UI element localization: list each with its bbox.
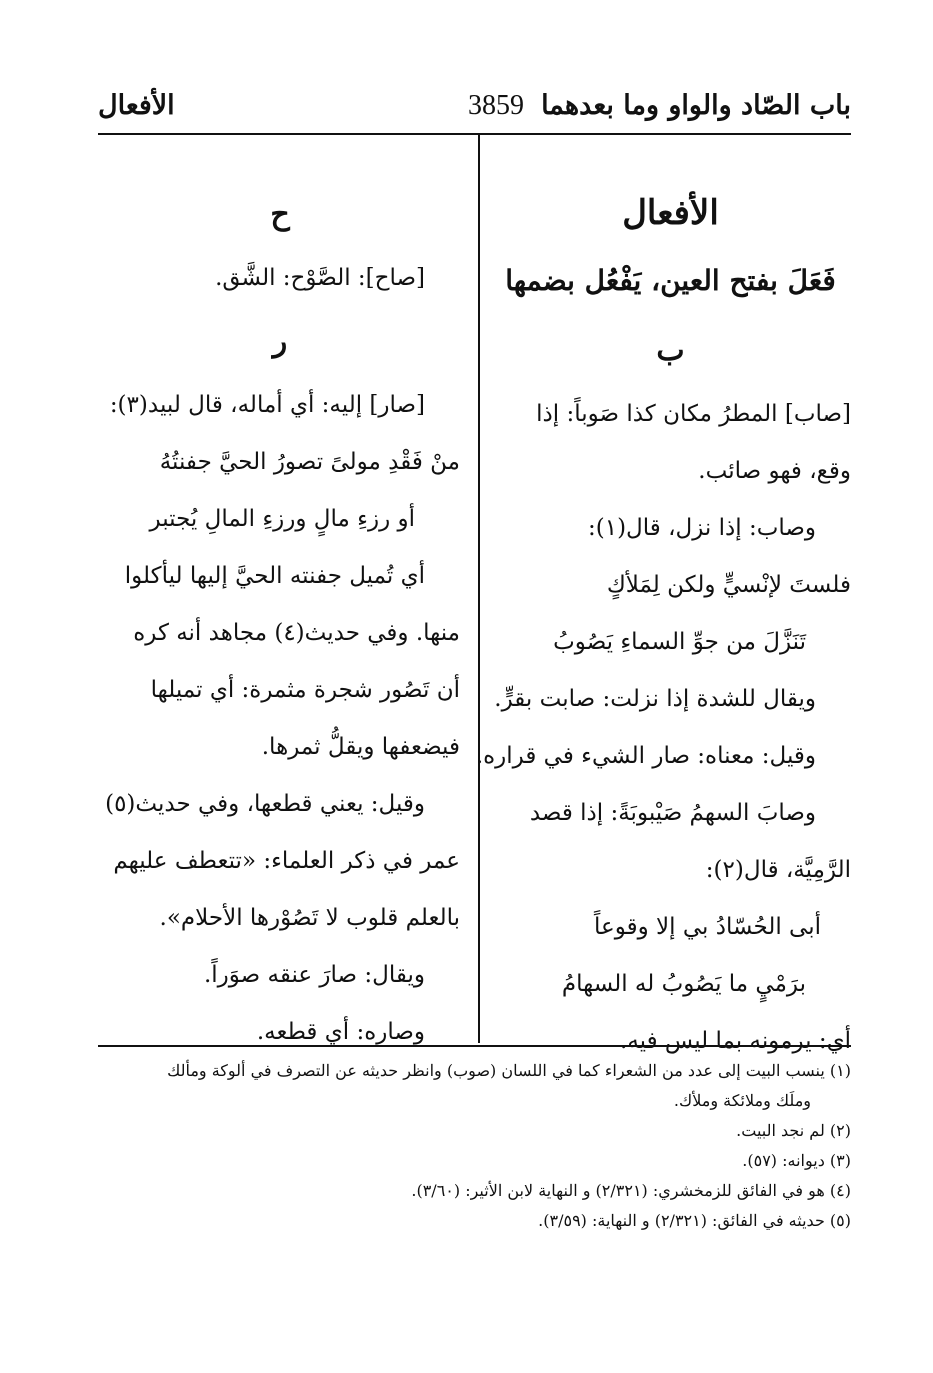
verse-line: تَنَزَّلَ من جوِّ السماءِ يَصُوبُ — [553, 629, 806, 655]
left-column — [100, 180, 460, 1061]
footnote: (٢) لم نجد البيت. — [736, 1121, 851, 1140]
verse-line: فلستَ لإنْسيٍّ ولكن لِمَلأكٍ — [606, 572, 851, 598]
running-header-chapter: باب الصّاد والواو وما بعدهما — [541, 90, 851, 121]
entry-line: وصابَ السهمُ صَيْبوبَةً: إذا قصد — [529, 800, 816, 826]
entry-line: [صاب] المطرُ مكان كذا صَوباً: إذا — [536, 401, 851, 427]
right-column — [475, 180, 851, 1070]
footnote: (٥) حديثه في الفائق: (٢/٣٢١) و النهاية: (٣/٥٩). — [538, 1211, 851, 1230]
entry-line: فيضعفها ويقلُّ ثمرها. — [261, 734, 460, 760]
entry-line: [صار] إليه: أي أماله، قال لبيد(٣): — [109, 392, 425, 418]
entry-line: الرَّمِيَّة، قال(٢): — [705, 857, 851, 883]
footnote: (٤) هو في الفائق للزمخشري: (٢/٣٢١) و النهاية لابن الأثير: (٣/٦٠). — [411, 1181, 851, 1200]
verse-line: برَمْيٍ ما يَصُوبُ له السهامُ — [561, 971, 806, 997]
entry-line: وقيل: يعني قطعها، وفي حديث(٥) — [105, 791, 425, 817]
verse-line: أبى الحُسّادُ بي إلا وقوعاً — [593, 914, 821, 940]
running-header-section: الأفعال — [98, 90, 175, 121]
entry-line: وقع، فهو صائب. — [698, 458, 851, 484]
entry-line: ويقال للشدة إذا نزلت: صابت بقرٍّ. — [494, 686, 816, 712]
verse-line: أو رزءِ مالٍ ورزءِ المالِ يُجتبر — [149, 506, 415, 532]
letter-heading-ha: ح — [270, 197, 290, 232]
entry-line: وقيل: معناه: صار الشيء في قراره. — [475, 743, 816, 769]
section-title: الأفعال — [622, 193, 719, 233]
letter-heading-ra: ر — [272, 324, 288, 359]
footnote: (٣) ديوانه: (٥٧). — [742, 1151, 851, 1170]
entry-line: [صاح]: الصَّوْح: الشَّق. — [215, 265, 425, 291]
column-divider — [478, 134, 480, 1043]
header-rule — [98, 133, 851, 135]
section-subtitle: فَعَلَ بفتح العين، يَفْعُل بضمها — [505, 264, 836, 297]
entry-line: بالعلم قلوب لا تَصُوْرها الأحلام». — [159, 905, 460, 931]
entry-line: عمر في ذكر العلماء: «تتعطف عليهم — [113, 848, 460, 874]
entry-line: ويقال: صارَ عنقه صوَراً. — [203, 962, 425, 988]
page-number: 3859 — [468, 90, 524, 121]
footnote-continuation: وملَك وملائكة وملأك. — [673, 1091, 811, 1110]
letter-heading-ba: ب — [656, 333, 685, 368]
verse-line: منْ فَقْدِ مولىً تصورُ الحيَّ جفنتُهُ — [159, 449, 460, 475]
entry-line: أي تُميل جفنته الحيَّ إليها ليأكلوا — [124, 563, 425, 589]
footnote: (١) ينسب البيت إلى عدد من الشعراء كما في اللسان (صوب) وانظر حديثه عن التصرف في ألوكة ومألك — [167, 1061, 851, 1080]
footnote-rule — [98, 1045, 851, 1047]
entry-line: منها. وفي حديث(٤) مجاهد أنه كره — [133, 620, 460, 646]
entry-line: أن تَصُور شجرة مثمرة: أي تميلها — [150, 677, 460, 703]
entry-line: وصاب: إذا نزل، قال(١): — [587, 515, 816, 541]
entry-line: أي: يرمونه بما ليس فيه. — [620, 1028, 851, 1054]
footnotes — [98, 1056, 851, 1236]
entry-line: وصاره: أي قطعه. — [256, 1019, 425, 1045]
